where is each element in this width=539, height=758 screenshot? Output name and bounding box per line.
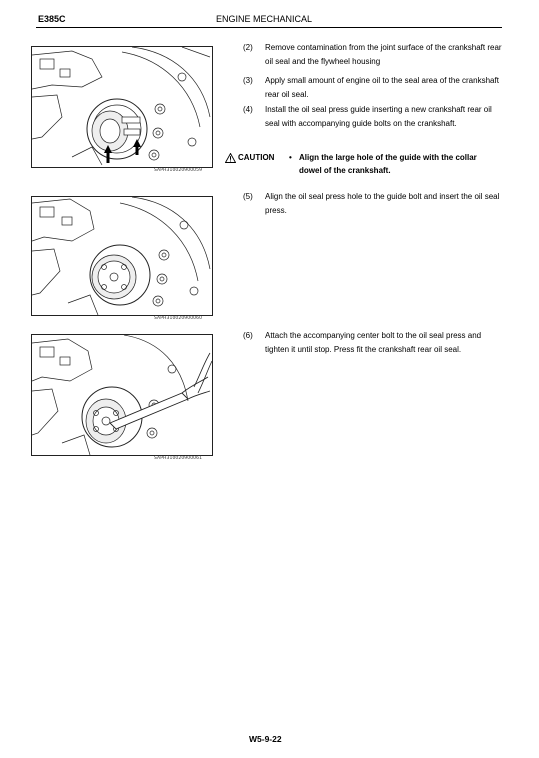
figure-center-bolt: [31, 334, 213, 456]
oil-seal-press-illustration: [32, 197, 212, 315]
caution-bullet: •: [289, 153, 292, 162]
figure-caption: SAPH310020900061: [154, 456, 203, 461]
figure-caption: SAPH310020900060: [154, 316, 203, 321]
step-item: [243, 190, 505, 217]
step-text: Attach the accompanying center bolt to the oil seal press and tighten it until stop. Press fit the crankshaft rear oil seal.: [265, 331, 482, 354]
step-item: [243, 329, 505, 356]
step-text: Align the oil seal press hole to the guide bolt and insert the oil seal press.: [265, 192, 500, 215]
warning-triangle-icon: [225, 153, 236, 163]
step-number: (5): [243, 192, 253, 201]
step-item: [243, 74, 505, 101]
page-number: W5-9-22: [249, 734, 282, 744]
step-text: Remove contamination from the joint surface of the crankshaft rear oil seal and the flywheel housing: [265, 43, 502, 66]
figure-seal-press: [31, 196, 213, 316]
caution-label: [225, 151, 274, 164]
figure-caption: SAPH310020900059: [154, 168, 203, 173]
header-title: ENGINE MECHANICAL: [216, 14, 313, 24]
crankshaft-seal-guide-illustration: [32, 47, 212, 167]
step-number: (6): [243, 331, 253, 340]
step-item: [243, 103, 505, 130]
center-bolt-wrench-illustration: [32, 335, 212, 455]
figure-guide-install: [31, 46, 213, 168]
step-item: [243, 41, 505, 68]
step-number: (2): [243, 43, 253, 52]
header-model: E385C: [38, 14, 66, 24]
step-text: Install the oil seal press guide inserting a new crankshaft rear oil seal with accompanying guide bolts on the crankshaft.: [265, 105, 492, 128]
step-text: Apply small amount of engine oil to the seal area of the crankshaft rear oil seal.: [265, 76, 499, 99]
caution-text: Align the large hole of the guide with the collar dowel of the crankshaft.: [299, 153, 477, 175]
step-number: (3): [243, 76, 253, 85]
caution-label-text: CAUTION: [238, 153, 275, 162]
step-number: (4): [243, 105, 253, 114]
header-rule: [36, 27, 502, 28]
caution-body: [289, 151, 489, 177]
